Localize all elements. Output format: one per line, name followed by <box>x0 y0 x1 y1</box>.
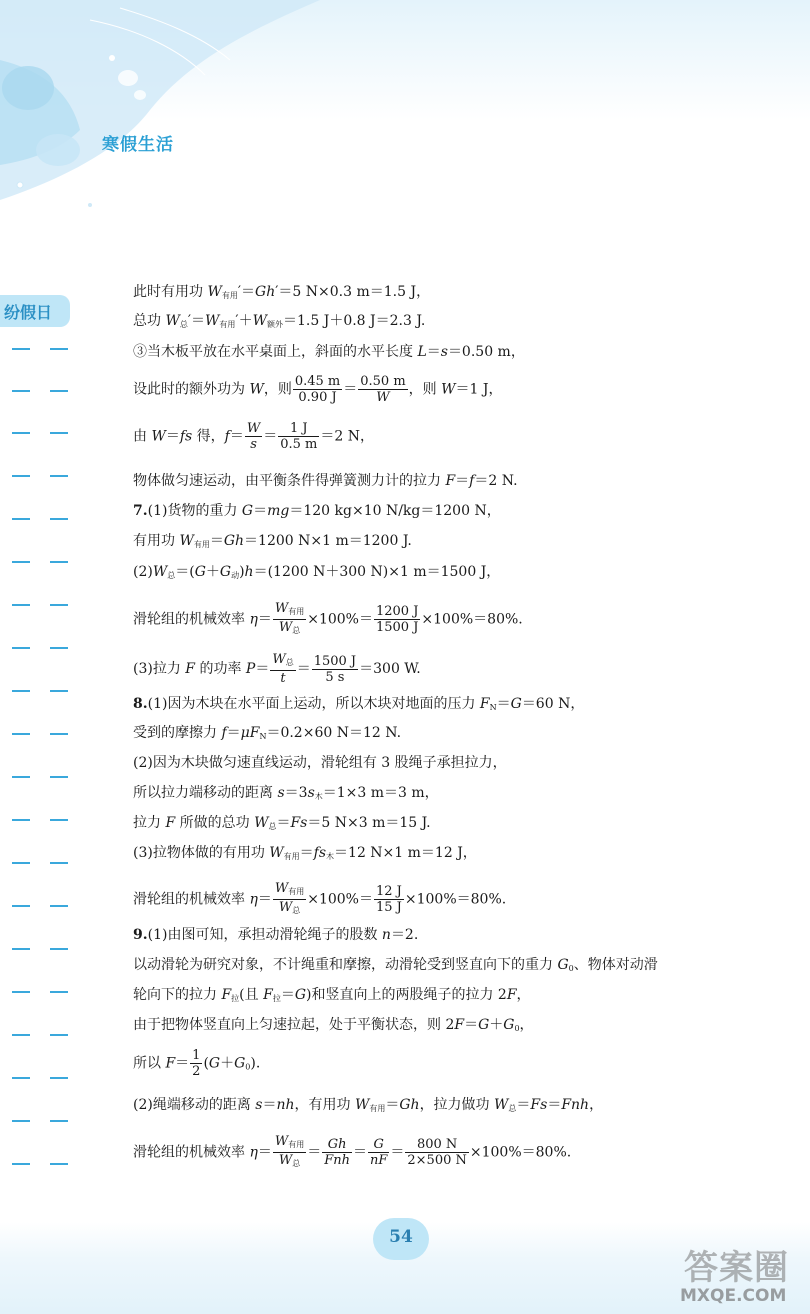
page-number-badge <box>373 1218 429 1260</box>
note-dash <box>10 647 72 649</box>
note-dash <box>10 1163 72 1165</box>
fraction: $\frac{W_{有用}}{W_总}$ <box>274 601 305 635</box>
question-9-line: 所以 F＝ $\frac{1}{2}$ $(G+G_0)$. <box>133 1048 261 1079</box>
solution-line: 此时有用功 $W_{有用}'=Gh'=5$ N×0.3 m＝1.5 J， <box>133 284 431 300</box>
page-number: 54 <box>389 1227 413 1247</box>
note-dash <box>10 518 72 520</box>
fraction: $\frac{0.50 m}{W}$ <box>360 374 406 405</box>
question-9-line: 由于把物体竖直向上匀速拉起，处于平衡状态，则 $2F=G+G_0$， <box>133 1017 534 1033</box>
solution-line: 物体做匀速运动，由平衡条件得弹簧测力计的拉力 F＝f＝2 N. <box>133 473 518 489</box>
note-dash <box>10 776 72 778</box>
note-dash <box>10 390 72 392</box>
question-8-line: 8.(1)因为木块在水平面上运动，所以木块对地面的压力 $F_N=G=60$ N， <box>133 696 585 712</box>
question-9-line: 9.(1)由图可知，承担动滑轮绳子的股数 n＝2. <box>133 927 419 943</box>
question-9-line: (2)绳端移动的距离 s＝nh，有用功 $W_{有用}=Gh$，拉力做功 $W_总=Fs=Fnh$， <box>133 1097 604 1113</box>
question-9-line: 轮向下的拉力 $F_拉$(且 $F_拉=G$)和竖直向上的两股绳子的拉力 2F， <box>133 987 531 1003</box>
watermark-url: MXQE.COM <box>680 1286 787 1306</box>
question-8-line: 所以拉力端移动的距离 $s=3s_木=1\times 3$ m＝3 m， <box>133 785 439 801</box>
fraction: $\frac{1}{2}$ <box>192 1048 201 1079</box>
note-dash <box>10 604 72 606</box>
solution-line: 设此时的额外功为 W，则 $\frac{0.45 m}{0.90 J}$ ＝ $\frac{0.50 m}{W}$ ，则 W＝1 J， <box>133 374 503 405</box>
fraction: $\frac{0.45 m}{0.90 J}$ <box>294 374 341 405</box>
fraction: $\frac{G}{nF}$ <box>369 1137 388 1168</box>
note-dash <box>10 348 72 350</box>
question-8-line: 拉力 F 所做的总功 $W_总=Fs=5$ N×3 m＝15 J. <box>133 815 431 831</box>
question-7-line: 有用功 $W_{有用}=Gh=1200$ N×1 m＝1200 J. <box>133 533 412 549</box>
fraction: $\frac{1 J}{0.5 m}$ <box>280 421 318 452</box>
note-dash <box>10 475 72 477</box>
fraction: $\frac{W_{有用}}{W_总}$ <box>274 881 305 915</box>
fraction: $\frac{W_总}{t}$ <box>272 652 294 686</box>
note-dash <box>10 905 72 907</box>
solution-line: 由 W＝fs 得，f＝ $\frac{W}{s}$ ＝ $\frac{1 J}{0.5 m}$ ＝2 N， <box>133 421 374 452</box>
question-7-line: 滑轮组的机械效率 η＝ $\frac{W_{有用}}{W_总}$ ×100%＝ $\frac{1200 J}{1500 J}$ ×100%＝80%. <box>133 601 523 638</box>
question-9-line: 以动滑轮为研究对象，不计绳重和摩擦，动滑轮受到竖直向下的重力 $G_0$、物体对动滑 <box>133 957 658 973</box>
note-dash <box>10 991 72 993</box>
fraction: $\frac{W_{有用}}{W_总}$ <box>274 1134 305 1168</box>
sidebar-tab-label: 纷假日 <box>4 303 53 322</box>
question-9-line: 滑轮组的机械效率 η＝ $\frac{W_{有用}}{W_总}$ ＝ $\frac{Gh}{\text{Fnh}}$ ＝ $\frac{G}{nF}$ ＝ $\frac{800 N}{2\times 500 N}$ ×100%＝80%. <box>133 1134 571 1171</box>
note-dash <box>10 432 72 434</box>
section-title: 寒假生活 <box>102 135 174 155</box>
note-dash <box>10 1034 72 1036</box>
watermark-text: 答案圈 <box>684 1248 789 1288</box>
note-dash <box>10 733 72 735</box>
question-7-line: 7.(1)货物的重力 G＝mg＝120 kg×10 N/kg＝1200 N， <box>133 503 501 519</box>
fraction: $\frac{12 J}{15 J}$ <box>375 884 402 915</box>
note-dash <box>10 948 72 950</box>
note-dash <box>10 862 72 864</box>
fraction: $\frac{800 N}{2\times 500 N}$ <box>407 1137 467 1168</box>
note-dash <box>10 1077 72 1079</box>
watermark-logo <box>676 1238 806 1310</box>
note-dash <box>10 690 72 692</box>
note-dash <box>10 1120 72 1122</box>
note-dash <box>10 819 72 821</box>
question-8-line: (2)因为木块做匀速直线运动，滑轮组有 3 股绳子承担拉力， <box>133 755 507 771</box>
note-dash <box>10 561 72 563</box>
header-decoration <box>0 0 810 220</box>
solution-line: 总功 $W_总'=W_{有用}'+W_{额外}=1.5$ J＋0.8 J＝2.3 J. <box>133 313 426 329</box>
question-8-line: 受到的摩擦力 $f=\mu F_N=0.2\times 60$ N＝12 N. <box>133 725 402 741</box>
fraction: $\frac{1200 J}{1500 J}$ <box>375 604 419 635</box>
question-8-line: 滑轮组的机械效率 η＝ $\frac{W_{有用}}{W_总}$ ×100%＝ $\frac{12 J}{15 J}$ ×100%＝80%. <box>133 881 506 918</box>
solution-line: ③当木板平放在水平桌面上，斜面的水平长度 L＝s＝0.50 m， <box>133 344 525 360</box>
question-7-line: $(2)W_总=(G+G_动)h=(1200$ N＋300 N)×1 m＝1500 J， <box>133 564 501 580</box>
question-7-line: (3)拉力 F 的功率 P＝ $\frac{W_总}{t}$ ＝ $\frac{1500 J}{5 s}$ ＝300 W. <box>133 652 421 686</box>
question-8-line: (3)拉物体做的有用功 $W_{有用}=fs_木=12$ N×1 m＝12 J， <box>133 845 477 861</box>
fraction: $\frac{1500 J}{5 s}$ <box>313 653 357 685</box>
sidebar-tab <box>0 295 70 327</box>
fraction: $\frac{W}{s}$ <box>246 421 261 452</box>
fraction: $\frac{Gh}{\text{Fnh}}$ <box>324 1137 350 1168</box>
